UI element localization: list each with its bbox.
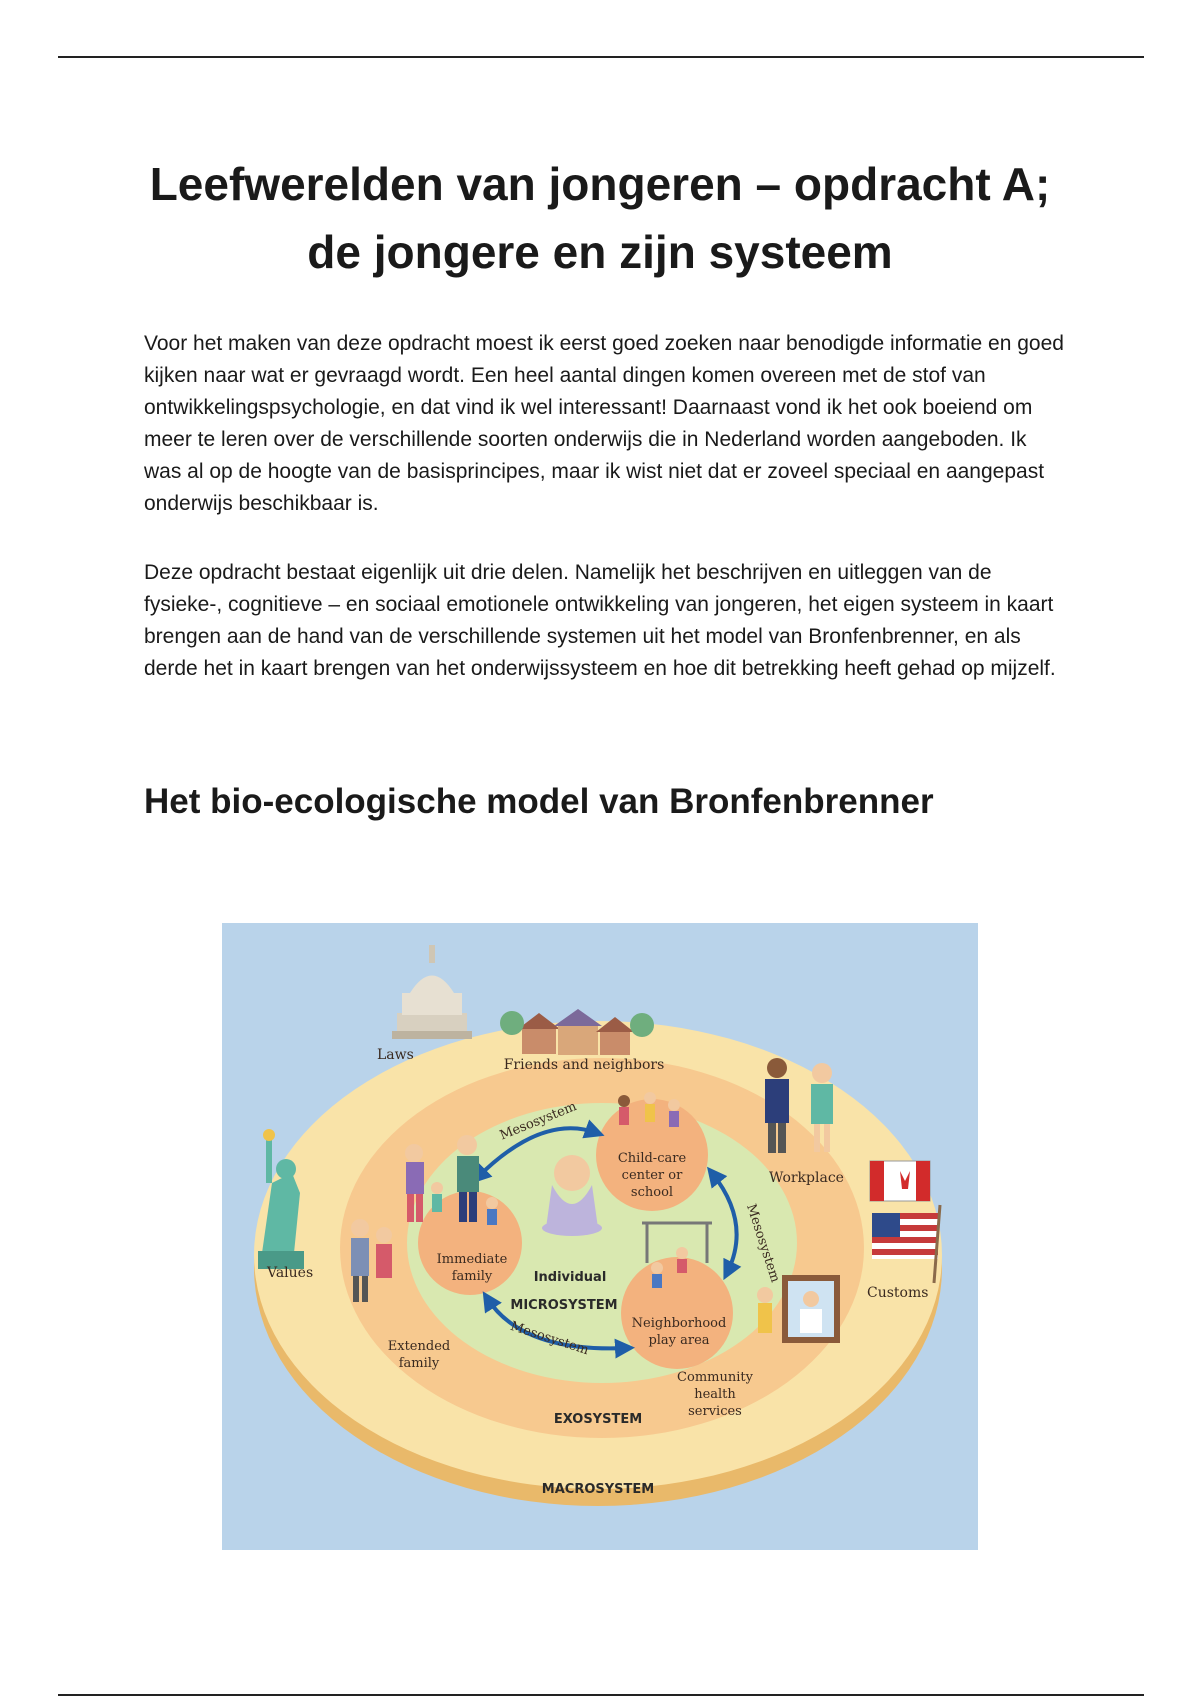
label-immediate-1: Immediate xyxy=(436,1252,508,1267)
label-macrosystem: MACROSYSTEM xyxy=(541,1482,655,1497)
label-mesosystem-bottom: Mesosystem xyxy=(508,1318,591,1359)
title-line-1: Leefwerelden van jongeren – opdracht A; xyxy=(149,158,1051,210)
label-community-2: health xyxy=(694,1387,736,1402)
label-community-3: services xyxy=(688,1404,742,1419)
intro-paragraph: Voor het maken van deze opdracht moest ik eerst goed zoeken naar benodigde informatie en goed kijken naar wat er gevraagd wordt. Een heel aantal dingen komen overeen met de stof van ontwikkelingspsychologie, en dat vind ik wel interessant! Daarnaast vond ik het ook boeiend om meer te leren over de verschillende soorten onderwijs die in Nederland worden aangeboden. Ik was al op de hoogte van de basisprincipes, maar ik wist niet dat er zoveel speciaal en aangepast onderwijs beschikbaar is. xyxy=(144,332,1064,515)
label-customs: Customs xyxy=(867,1285,929,1301)
label-immediate-2: family xyxy=(451,1269,493,1284)
bottom-rule xyxy=(58,1694,1144,1696)
label-mesosystem-right: Mesosystem xyxy=(743,1202,783,1285)
label-childcare-1: Child-care xyxy=(617,1151,687,1166)
label-mesosystem-top: Mesosystem xyxy=(497,1099,579,1144)
label-community-1: Community xyxy=(677,1370,753,1385)
label-friends-neighbors: Friends and neighbors xyxy=(503,1057,665,1073)
bronfenbrenner-diagram xyxy=(222,923,978,1550)
title-line-2: de jongere en zijn systeem xyxy=(307,226,893,278)
label-neighborhood-1: Neighborhood xyxy=(631,1316,727,1331)
label-childcare-2: center or xyxy=(621,1168,683,1183)
label-laws: Laws xyxy=(377,1047,414,1063)
label-microsystem: MICROSYSTEM xyxy=(510,1298,618,1313)
top-rule xyxy=(58,56,1144,58)
label-workplace: Workplace xyxy=(769,1170,844,1186)
label-individual: Individual xyxy=(533,1270,607,1285)
page-title xyxy=(120,150,1080,286)
label-childcare-3: school xyxy=(630,1185,674,1200)
node-neighborhood xyxy=(621,1257,733,1369)
section-heading: Het bio-ecologische model van Bronfenbrenner xyxy=(144,782,934,821)
label-neighborhood-2: play area xyxy=(648,1333,710,1348)
label-extended-1: Extended xyxy=(387,1339,451,1354)
parts-paragraph: Deze opdracht bestaat eigenlijk uit drie delen. Namelijk het beschrijven en uitleggen van de fysieke-, cognitieve – en sociaal emotionele ontwikkeling van jongeren, het eigen systeem in kaart brengen aan de hand van de verschillende systemen uit het model van Bronfenbrenner, en als derde het in kaart brengen van het onderwijssysteem en hoe dit betrekking heeft gehad op mijzelf. xyxy=(144,561,1056,680)
label-exosystem: EXOSYSTEM xyxy=(553,1412,643,1427)
label-values: Values xyxy=(267,1265,314,1281)
label-extended-2: family xyxy=(398,1356,440,1371)
